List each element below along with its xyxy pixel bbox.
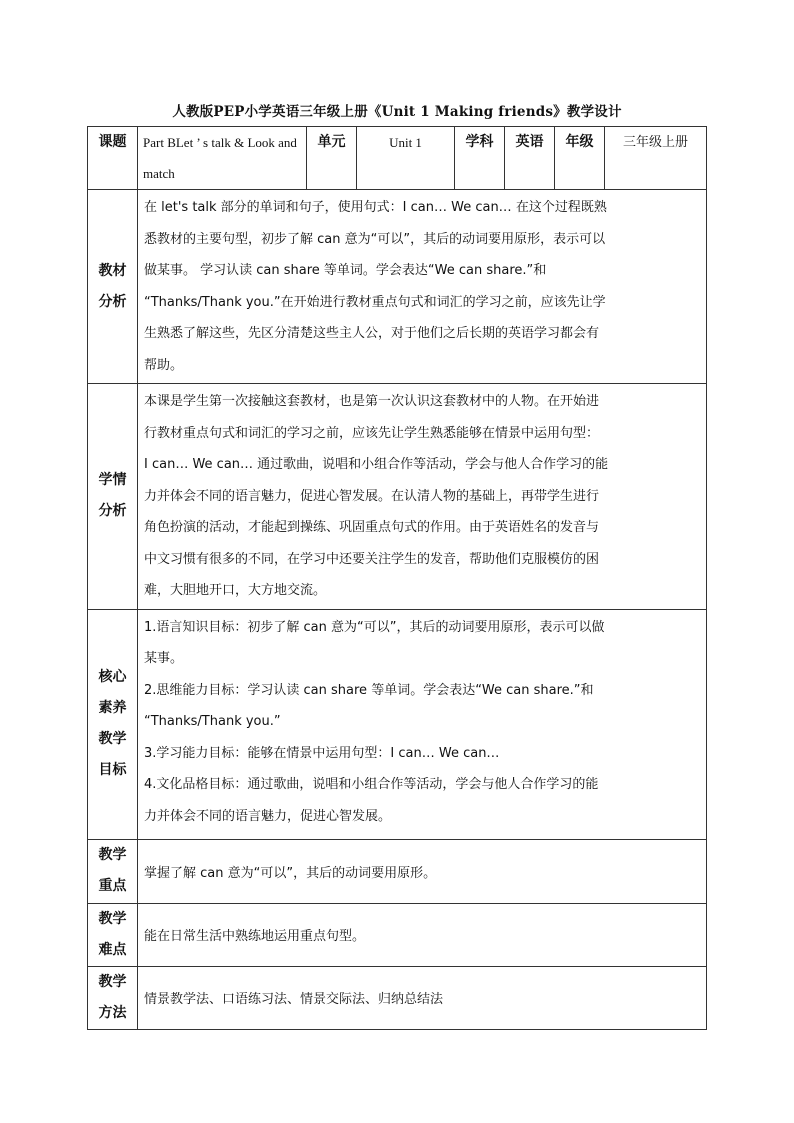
label-line: 核心 <box>98 669 127 685</box>
student-analysis-row <box>88 384 707 610</box>
label-line: 分析 <box>98 293 127 310</box>
label-line: 重点 <box>98 878 127 894</box>
label-line: 教学 <box>98 910 127 927</box>
label-line: 分析 <box>98 503 127 520</box>
key-points-row <box>88 839 707 903</box>
label-line: 方法 <box>98 1004 127 1021</box>
document-title: 人教版PEP小学英语三年级上册《Unit 1 Making friends》教学设计 <box>172 104 622 120</box>
difficulties-content: 能在日常生活中熟练地运用重点句型。 <box>138 903 707 966</box>
grade-label: 年级 <box>555 127 605 190</box>
text-line: 本课是学生第一次接触这套教材，也是第一次认识这套教材中的人物。在开始进 <box>144 394 600 409</box>
text-line: “Thanks/Thank you.” <box>144 714 281 729</box>
methods-row <box>88 966 707 1029</box>
unit-label: 单元 <box>307 127 357 190</box>
difficulties-row <box>88 903 707 966</box>
text-line: 某事。 <box>144 651 184 666</box>
text-line: 3.学习能力目标：能够在情景中运用句型：I can… We can… <box>144 745 500 761</box>
textbook-analysis-label <box>88 190 138 384</box>
text-line: 中文习惯有很多的不同，在学习中还要关注学生的发音，帮助他们克服模仿的困 <box>144 551 600 567</box>
student-analysis-label <box>88 384 138 610</box>
core-literacy-row <box>88 609 707 839</box>
student-analysis-content <box>138 384 707 610</box>
text-line: 做某事。 学习认读 can share 等单词。学会表达“We can share.”和 <box>144 263 547 278</box>
textbook-analysis-row <box>88 190 707 384</box>
subject-value: 英语 <box>505 127 555 190</box>
text-line: “Thanks/Thank you.”在开始进行教材重点句式和词汇的学习之前，应该先让学 <box>144 294 606 310</box>
methods-label <box>88 966 138 1029</box>
text-line: 悉教材的主要句型，初步了解 can 意为“可以”，其后的动词要用原形，表示可以 <box>144 231 606 247</box>
lesson-plan-table <box>87 126 707 1030</box>
label-line: 教材 <box>98 262 127 279</box>
text-line: 4.文化品格目标：通过歌曲，说唱和小组合作等活动，学会与他人合作学习的能 <box>144 777 599 792</box>
key-points-label <box>88 839 138 903</box>
methods-content: 情景教学法、口语练习法、情景交际法、归纳总结法 <box>138 966 707 1029</box>
core-literacy-content <box>138 609 707 839</box>
core-literacy-label <box>88 609 138 839</box>
label-line: 学情 <box>98 472 127 489</box>
text-line: 力并体会不同的语言魅力，促进心智发展。在认清人物的基础上，再带学生进行 <box>144 488 600 504</box>
text-line: 力并体会不同的语言魅力，促进心智发展。 <box>144 808 392 824</box>
text-line: I can… We can… 通过歌曲，说唱和小组合作等活动，学会与他人合作学习的能 <box>144 457 609 472</box>
label-line: 教学 <box>98 973 127 990</box>
key-points-content: 掌握了解 can 意为“可以”，其后的动词要用原形。 <box>138 839 707 903</box>
text-line: 难，大胆地开口，大方地交流。 <box>144 583 327 598</box>
label-line: 教学 <box>98 847 127 863</box>
label-line: 目标 <box>98 762 127 778</box>
topic-label: 课题 <box>88 127 138 190</box>
text-line: 2.思维能力目标：学习认读 can share 等单词。学会表达“We can share.”和 <box>144 682 594 698</box>
label-line: 难点 <box>98 941 127 958</box>
text-line: 帮助。 <box>144 357 184 373</box>
text-line: 角色扮演的活动，才能起到操练、巩固重点句式的作用。由于英语姓名的发音与 <box>144 520 600 535</box>
subject-label: 学科 <box>455 127 505 190</box>
topic-value: Part BLet ’ s talk & Look and match <box>138 127 307 190</box>
header-row <box>88 127 707 190</box>
label-line: 教学 <box>98 731 127 747</box>
difficulties-label <box>88 903 138 966</box>
text-line: 1.语言知识目标：初步了解 can 意为“可以”，其后的动词要用原形，表示可以做 <box>144 619 605 635</box>
label-line: 素养 <box>98 700 127 716</box>
text-line: 行教材重点句式和词汇的学习之前，应该先让学生熟悉能够在情景中运用句型： <box>144 425 600 441</box>
textbook-analysis-content <box>138 190 707 384</box>
grade-value: 三年级上册 <box>605 127 707 190</box>
text-line: 生熟悉了解这些，先区分清楚这些主人公，对于他们之后长期的英语学习都会有 <box>144 326 600 341</box>
text-line: 在 let's talk 部分的单词和句子，使用句式：I can… We can… 在这个过程既熟 <box>144 200 607 215</box>
unit-value: Unit 1 <box>357 127 455 190</box>
